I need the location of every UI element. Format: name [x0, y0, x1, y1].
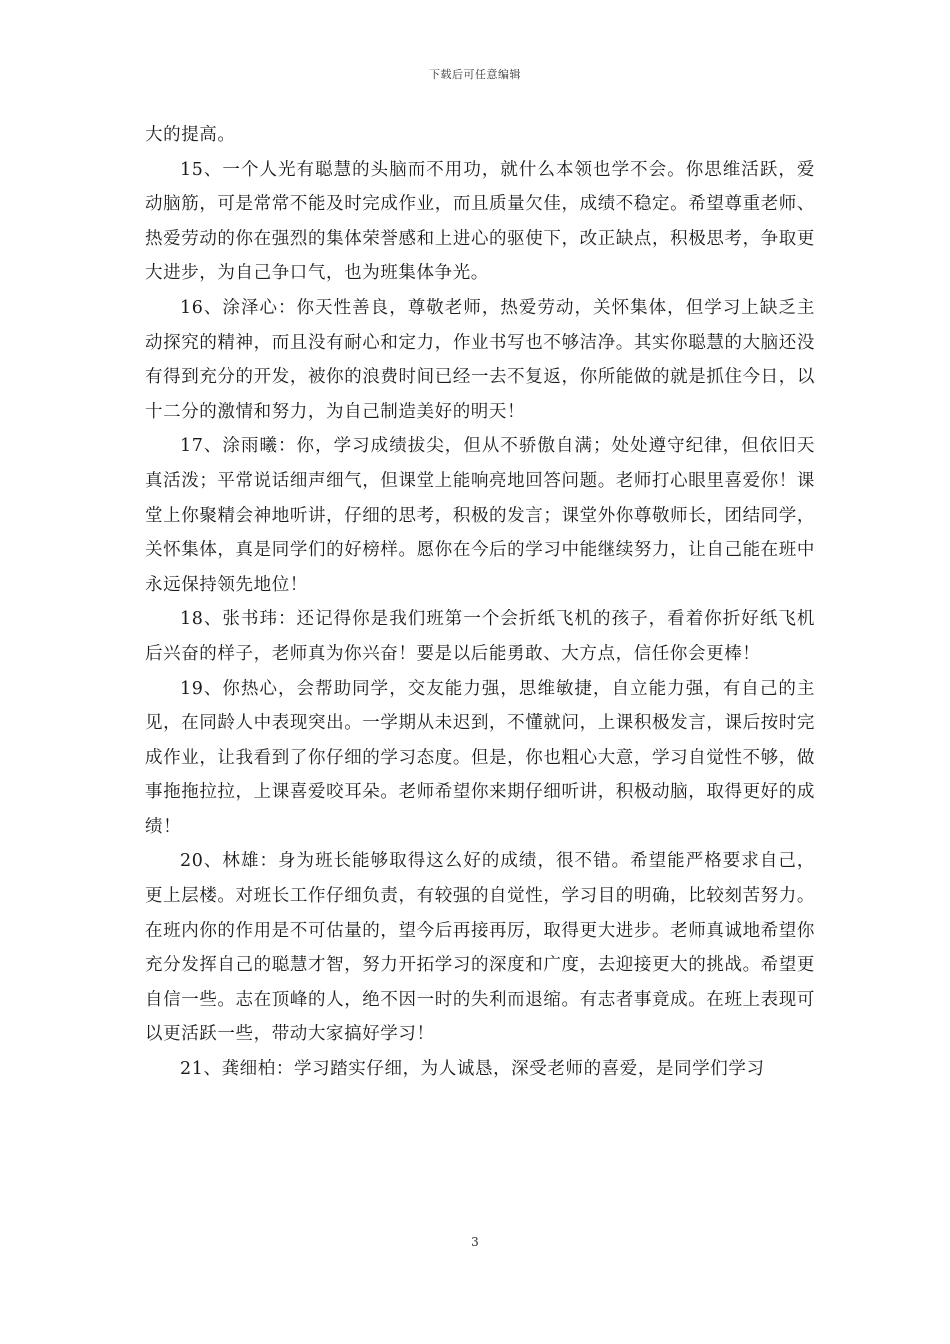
paragraph-comment-19: 19、你热心，会帮助同学，交友能力强，思维敏捷，自立能力强，有自己的主见，在同龄人中表现突出。一学期从未迟到，不懂就问，上课积极发言，课后按时完成作业，让我看到了你仔细的学习态度。但是，你也粗心大意，学习自觉性不够，做事拖拖拉拉，上课喜爱咬耳朵。老师希望你来期仔细听讲，积极动脑，取得更好的成绩！ — [145, 678, 815, 837]
paragraph-comment-16: 16、涂泽心：你天性善良，尊敬老师，热爱劳动，关怀集体，但学习上缺乏主动探究的精神，而且没有耐心和定力，作业书写也不够洁净。其实你聪慧的大脑还没有得到充分的开发，被你的浪费时间已经一去不复返，你所能做的就是抓住今日，以十二分的激情和努力，为自己制造美好的明天！ — [145, 297, 815, 422]
paragraph-continuation: 大的提高。 — [145, 125, 236, 145]
paragraph-comment-18: 18、张书玮：还记得你是我们班第一个会折纸飞机的孩子，看着你折好纸飞机后兴奋的样子，老师真为你兴奋！要是以后能勇敢、大方点，信任你会更棒！ — [145, 609, 815, 664]
paragraph-comment-15: 15、一个人光有聪慧的头脑而不用功，就什么本领也学不会。你思维活跃，爱动脑筋，可是常常不能及时完成作业，而且质量欠佳，成绩不稳定。希望尊重老师、热爱劳动的你在强烈的集体荣誉感和上进心的驱使下，改正缺点，积极思考，争取更大进步，为自己争口气，也为班集体争光。 — [145, 159, 815, 284]
document-body — [145, 118, 815, 1087]
page-number: 3 — [471, 1235, 479, 1249]
paragraph-comment-21: 21、龚细柏：学习踏实仔细，为人诚恳，深受老师的喜爱，是同学们学习 — [180, 1059, 765, 1080]
page-header: 下载后可任意编辑 — [429, 68, 521, 81]
paragraph-comment-17: 17、涂雨曦：你，学习成绩拔尖，但从不骄傲自满；处处遵守纪律，但依旧天真活泼；平常说话细声细气，但课堂上能响亮地回答问题。老师打心眼里喜爱你！课堂上你聚精会神地听讲，仔细的思考，积极的发言；课堂外你尊敬师长，团结同学，关怀集体，真是同学们的好榜样。愿你在今后的学习中能继续努力，让自己能在班中永远保持领先地位！ — [145, 436, 815, 595]
paragraph-comment-20: 20、林雄：身为班长能够取得这么好的成绩，很不错。希望能严格要求自己，更上层楼。对班长工作仔细负责，有较强的自觉性，学习目的明确，比较刻苦努力。在班内你的作用是不可估量的，望今后再接再厉，取得更大进步。老师真诚地希望你充分发挥自己的聪慧才智，努力开拓学习的深度和广度，去迎接更大的挑战。希望更自信一些。志在顶峰的人，绝不因一时的失利而退缩。有志者事竟成。在班上表现可以更活跃一些，带动大家搞好学习！ — [145, 851, 815, 1045]
